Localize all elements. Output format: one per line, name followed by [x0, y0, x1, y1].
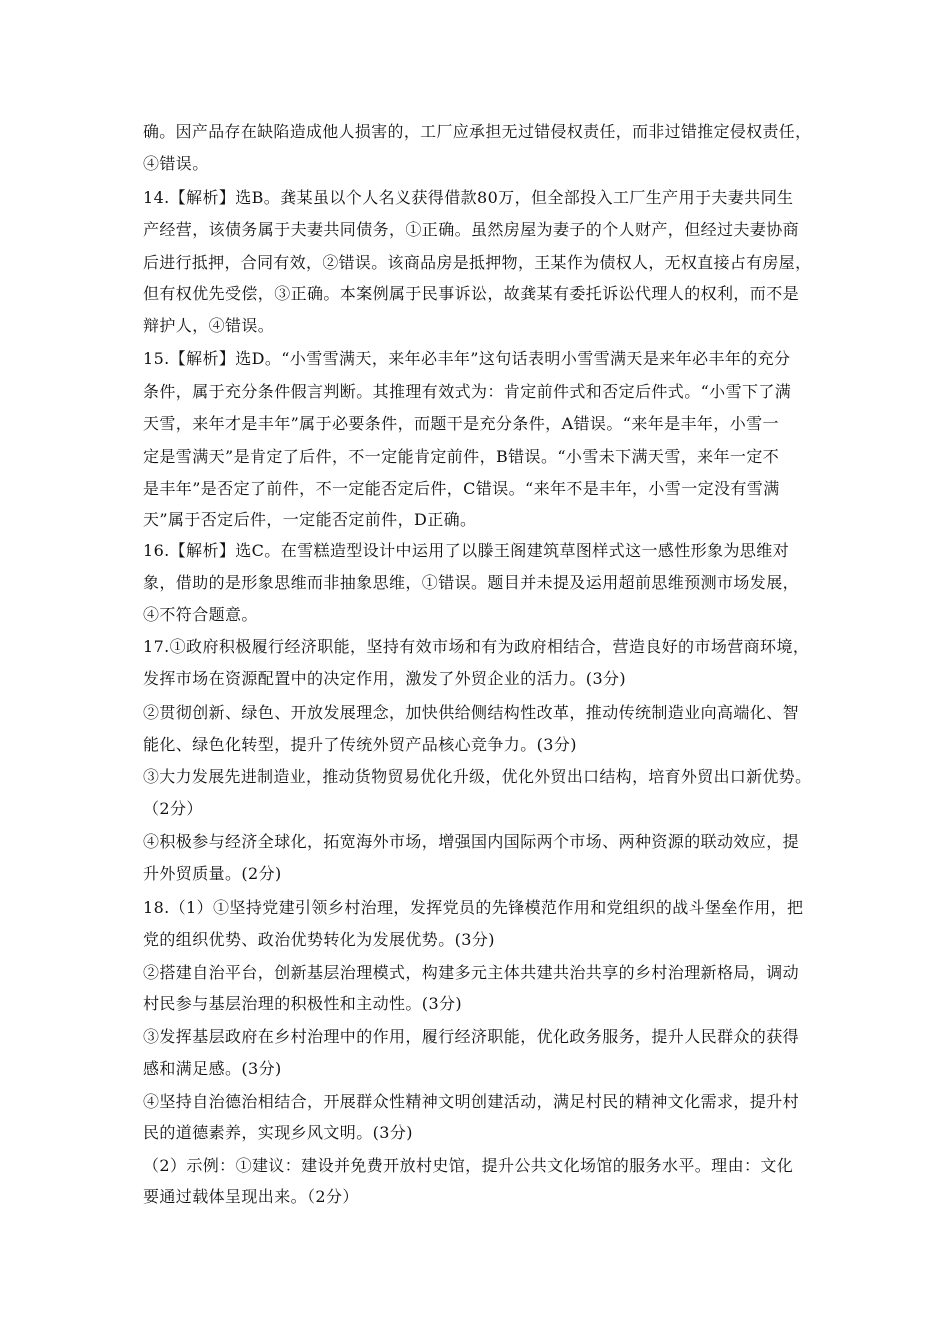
text-line: 天雪，来年才是丰年”属于必要条件，而题干是充分条件，A错误。“来年是丰年，小雪一 — [143, 414, 779, 433]
text-line: 17.①政府积极履行经济职能，坚持有效市场和有为政府相结合，营造良好的市场营商环境， — [143, 637, 810, 656]
text-line: 条件，属于充分条件假言判断。其推理有效式为：肯定前件式和否定后件式。“小雪下了满 — [143, 382, 792, 401]
text-line: 发挥市场在资源配置中的决定作用，激发了外贸企业的活力。(3分) — [143, 669, 627, 688]
text-line: 15.【解析】选D。“小雪雪满天，来年必丰年”这句话表明小雪雪满天是来年必丰年的充分 — [143, 349, 791, 368]
text-line: 党的组织优势、政治优势转化为发展优势。(3分) — [143, 930, 495, 949]
text-line: 18.（1）①坚持党建引领乡村治理，发挥党员的先锋模范作用和党组织的战斗堡垒作用，把 — [143, 898, 804, 917]
text-line: 升外贸质量。(2分) — [143, 864, 282, 883]
text-line: ④不符合题意。 — [143, 605, 258, 624]
text-line: 14.【解析】选B。龚某虽以个人名义获得借款80万，但全部投入工厂生产用于夫妻共同生 — [143, 188, 794, 207]
text-line: ④坚持自治德治相结合，开展群众性精神文明创建活动，满足村民的精神文化需求，提升村 — [143, 1092, 800, 1111]
text-line: 定是雪满天”是肯定了后件，不一定能肯定前件，B错误。“小雪未下满天雪，来年一定不 — [143, 447, 780, 466]
text-line: ②贯彻创新、绿色、开放发展理念，加快供给侧结构性改革，推动传统制造业向高端化、智 — [143, 703, 800, 722]
text-line: ③大力发展先进制造业，推动货物贸易优化升级，优化外贸出口结构，培育外贸出口新优势。 — [143, 767, 812, 786]
text-line: 感和满足感。(3分) — [143, 1059, 282, 1078]
text-line: （2分） — [143, 799, 203, 818]
text-line: 后进行抵押，合同有效，②错误。该商品房是抵押物，王某作为债权人，无权直接占有房屋， — [143, 253, 812, 272]
text-line: 辩护人，④错误。 — [143, 316, 275, 335]
text-line: 16.【解析】选C。在雪糕造型设计中运用了以滕王阁建筑草图样式这一感性形象为思维对 — [143, 541, 790, 560]
text-line: 但有权优先受偿，③正确。本案例属于民事诉讼，故龚某有委托诉讼代理人的权利，而不是 — [143, 284, 800, 303]
text-line: 要通过载体呈现出来。（2分） — [143, 1187, 359, 1206]
text-line: 能化、绿色化转型，提升了传统外贸产品核心竞争力。(3分) — [143, 735, 577, 754]
text-line: ④积极参与经济全球化，拓宽海外市场，增强国内国际两个市场、两种资源的联动效应，提 — [143, 832, 800, 851]
text-line: ②搭建自治平台，创新基层治理模式，构建多元主体共建共治共享的乡村治理新格局，调动 — [143, 963, 800, 982]
text-line: （2）示例：①建议：建设并免费开放村史馆，提升公共文化场馆的服务水平。理由：文化 — [143, 1156, 794, 1175]
text-line: 民的道德素养，实现乡风文明。(3分) — [143, 1123, 413, 1142]
text-line: 村民参与基层治理的积极性和主动性。(3分) — [143, 994, 463, 1013]
text-line: 天”属于否定后件，一定能否定前件，D正确。 — [143, 510, 477, 529]
text-line: ③发挥基层政府在乡村治理中的作用，履行经济职能，优化政务服务，提升人民群众的获得 — [143, 1027, 800, 1046]
text-line: ④错误。 — [143, 154, 209, 173]
text-line: 产经营，该债务属于夫妻共同债务，①正确。虽然房屋为妻子的个人财产，但经过夫妻协商 — [143, 220, 800, 239]
text-line: 是丰年”是否定了前件，不一定能否定后件，C错误。“来年不是丰年，小雪一定没有雪满 — [143, 479, 780, 498]
text-line: 确。因产品存在缺陷造成他人损害的，工厂应承担无过错侵权责任，而非过错推定侵权责任， — [143, 122, 812, 141]
text-line: 象，借助的是形象思维而非抽象思维，①错误。题目并未提及运用超前思维预测市场发展， — [143, 573, 800, 592]
